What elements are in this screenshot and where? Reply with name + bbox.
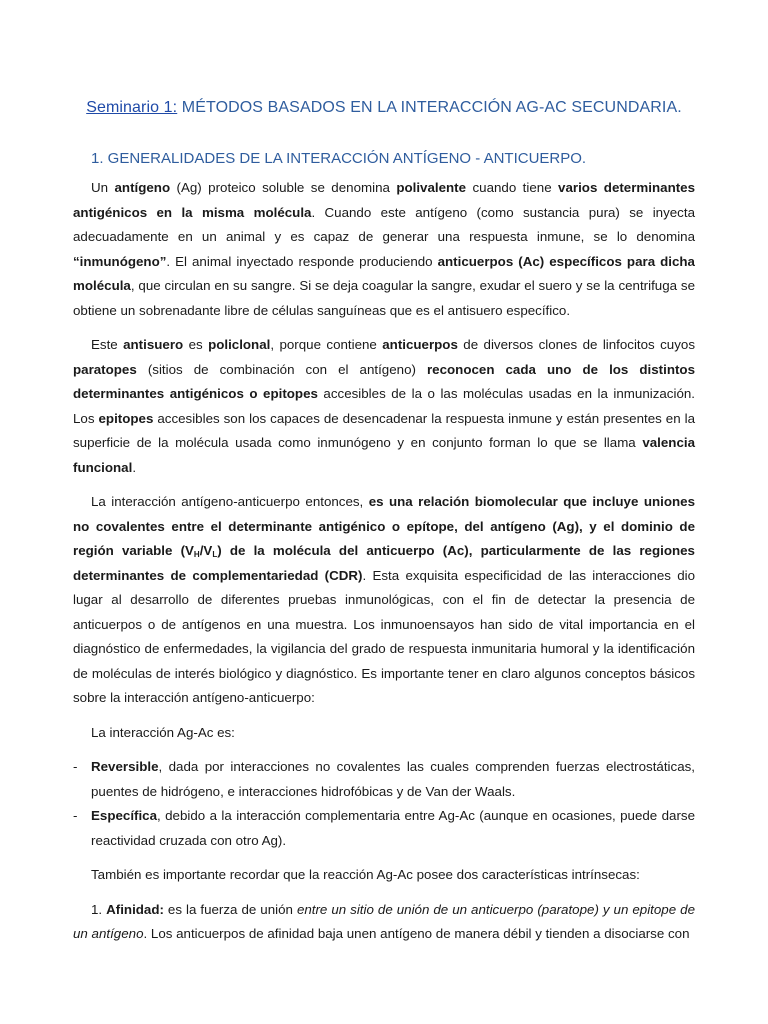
subscript-l: L — [212, 550, 218, 559]
text-span: accesibles son los capaces de desencadenar la respuesta inmune y están presentes en la superficie de la molécula usada como inmunógeno y en conjunto forman lo que se llama — [73, 410, 695, 450]
text-span: . Esta exquisita especificidad de las interacciones dio lugar al desarrollo de diferentes pruebas inmunológicas, con el fin de detectar la presencia de anticuerpos o de antígenos en una muestra. Los inmunoensayos han sido de vital importancia en el diagnóstico de enfermedades, la vigilancia del grado de respuesta inmunitaria humoral y la identificación de moléculas de interés biológico y diagnóstico. Es importante tener en claro algunos conceptos básicos sobre la interacción antígeno-anticuerpo: — [73, 567, 695, 705]
text-span: accesibles de la o las moléculas usadas en la inmunización. Los — [73, 386, 695, 426]
text-span: , debido a la interacción complementaria entre Ag-Ac (aunque en ocasiones, puede darse reactividad cruzada con otro Ag). — [91, 808, 695, 848]
text-span: . Los anticuerpos de afinidad baja unen antígeno de manera débil y tienden a disociarse con — [143, 926, 690, 941]
bold-span: antígeno — [114, 180, 171, 195]
italic-span: entre un sitio de unión de un anticuerpo (paratope) y un epitope de un antígeno — [73, 901, 695, 941]
text-span: , porque contiene — [270, 337, 383, 352]
list-item — [73, 804, 695, 853]
paragraph-antigen — [73, 176, 695, 323]
text-span: cuando tiene — [466, 180, 559, 195]
text-span: 1. — [91, 901, 107, 917]
bold-span: paratopes — [73, 361, 137, 377]
text-span: de diversos clones de linfocitos cuyos — [457, 337, 695, 352]
text-span: , dada por interacciones no covalentes las cuales comprenden fuerzas electrostáticas, puentes de hidrógeno, e interacciones hidrofóbicas y de Van der Waals. — [91, 759, 695, 799]
text-span: La interacción antígeno-anticuerpo entonces, — [91, 494, 369, 509]
bold-span: ) de la molécula del anticuerpo (Ac), particularmente de las regiones determinantes de complementariedad (CDR) — [73, 543, 695, 583]
bold-span: es una relación biomolecular que incluye uniones no covalentes entre el determinante antigénico o epítope, del antígeno (Ag), y el dominio de región variable (V — [73, 494, 695, 558]
bold-span: epitopes — [98, 410, 154, 426]
text-span: Este — [91, 337, 124, 352]
dash-bullet: - — [73, 808, 78, 823]
paragraph-antiserum — [73, 333, 695, 480]
dash-bullet: - — [73, 759, 78, 774]
paragraph-interaction — [73, 490, 695, 711]
list-item — [73, 755, 695, 804]
page-title — [0, 99, 768, 117]
bold-span: valencia funcional — [73, 435, 695, 475]
bold-span: reconocen cada uno de los distintos determinantes antigénicos o epitopes — [73, 361, 695, 401]
bold-span: /V — [199, 543, 213, 558]
document-body — [73, 176, 695, 957]
text-span: , que circulan en su sangre. Si se deja coagular la sangre, exudar el suero y se la centrifuga se obtiene un sobrenadante libre de células sanguíneas que es el antisuero específico. — [73, 278, 695, 318]
bold-span: antisuero — [123, 337, 184, 352]
bold-span: varios determinantes antigénicos en la misma molécula — [73, 180, 695, 220]
text-span: es la fuerza de unión — [163, 901, 297, 917]
bold-span: anticuerpos — [382, 337, 458, 352]
bold-span: polivalente — [396, 180, 467, 195]
bold-span: Específica — [91, 808, 158, 823]
text-span: . El animal inyectado responde produciendo — [166, 253, 438, 269]
section-heading: 1. GENERALIDADES DE LA INTERACCIÓN ANTÍGENO - ANTICUERPO. — [91, 150, 587, 167]
paragraph-ag-ac-intro: La interacción Ag-Ac es: — [91, 724, 235, 740]
bold-span: policlonal — [208, 337, 271, 352]
text-span: . Cuando este antígeno (como sustancia pura) se inyecta adecuadamente en un animal y es capaz de generar una respuesta inmune, se lo denomina — [73, 204, 695, 244]
text-span: (sitios de combinación con el antígeno) — [136, 361, 427, 377]
seminar-label: Seminario 1: — [86, 99, 178, 116]
text-span: (Ag) proteico soluble se denomina — [170, 180, 397, 195]
text-span: . — [132, 459, 137, 475]
bold-span: anticuerpos (Ac) específicos para dicha molécula — [73, 253, 695, 293]
bold-span: Afinidad: — [106, 901, 164, 917]
text-span: Un — [91, 180, 115, 195]
bold-span: “inmunógeno” — [73, 253, 167, 269]
bold-span: Reversible — [91, 759, 159, 774]
text-span: es — [183, 337, 209, 352]
paragraph-affinity — [73, 898, 695, 947]
subscript-h: H — [193, 550, 200, 559]
property-list — [73, 755, 695, 853]
title-text: MÉTODOS BASADOS EN LA INTERACCIÓN AG-AC SECUNDARIA. — [181, 99, 682, 116]
paragraph-characteristics: También es importante recordar que la reacción Ag-Ac posee dos características intrínsecas: — [91, 867, 640, 882]
